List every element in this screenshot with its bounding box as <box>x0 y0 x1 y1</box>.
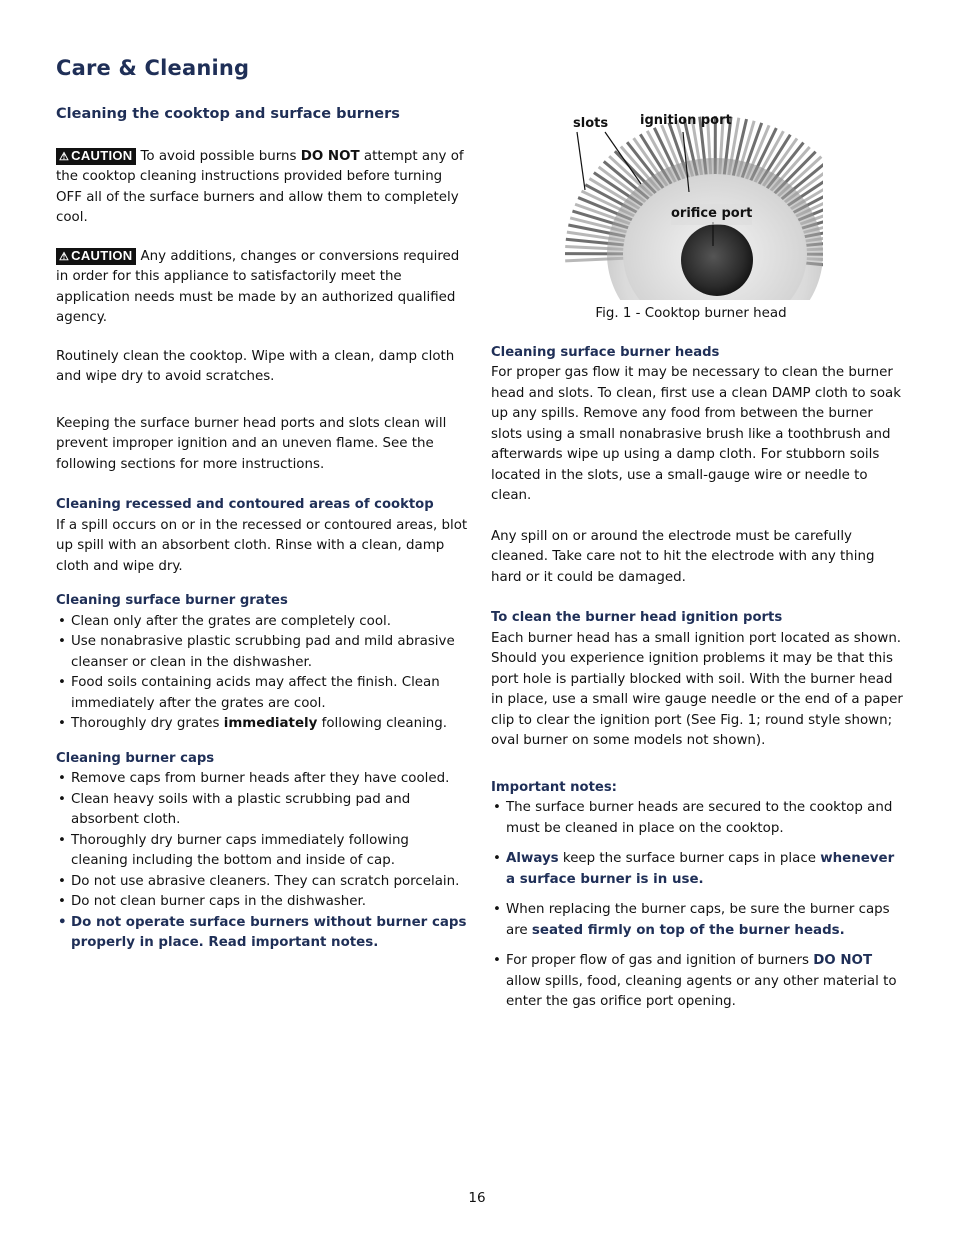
list-item: • Thoroughly dry grates immediately following cleaning. <box>56 714 468 735</box>
list-item: • For proper flow of gas and ignition of burners DO NOT allow spills, food, cleaning agents or any other material to enter the gas orifice port opening. <box>491 951 903 1013</box>
warning-triangle-icon: ⚠ <box>59 150 70 163</box>
list-item: • Clean heavy soils with a plastic scrubbing pad and absorbent cloth. <box>56 790 468 831</box>
right-column <box>491 104 903 1023</box>
caution-paragraph-2: ⚠ CAUTION Any additions, changes or conversions required in order for this appliance to satisfactorily meet the application needs must be made by an authorized qualified agency. <box>56 247 460 325</box>
routine-clean-paragraph: Routinely clean the cooktop. Wipe with a clean, damp cloth and wipe dry to avoid scratches. <box>56 348 455 384</box>
list-item: • Thoroughly dry burner caps immediately following cleaning including the bottom and inside of cap. <box>56 831 468 872</box>
ports-slots-paragraph: Keeping the surface burner head ports and slots clean will prevent improper ignition and an uneven flame. See the following sections for more instructions. <box>56 415 447 472</box>
list-item: • Do not operate surface burners without burner caps properly in place. Read important notes. <box>56 913 468 954</box>
list-item: • Food soils containing acids may affect the finish. Clean immediately after the grates are cool. <box>56 673 468 714</box>
burner-heads-heading: Cleaning surface burner heads <box>491 344 720 360</box>
list-item: • Do not use abrasive cleaners. They can scratch porcelain. <box>56 872 468 893</box>
list-item: • Clean only after the grates are completely cool. <box>56 612 468 633</box>
electrode-paragraph: Any spill on or around the electrode must be carefully cleaned. Take care not to hit the electrode with any thing hard or it could be damaged. <box>491 528 875 585</box>
caps-list <box>56 769 468 954</box>
list-item: • When replacing the burner caps, be sure the burner caps are seated firmly on top of the burner heads. <box>491 900 903 941</box>
ignition-ports-text: Each burner head has a small ignition port located as shown. Should you experience ignition problems it may be that this port hole is partially blocked with soil. With the burner head in place, use a small wire gauge needle or the end of a paper clip to clear the ignition port (See Fig. 1; round style shown; oval burner on some models not shown). <box>491 630 903 748</box>
caution-badge: ⚠ CAUTION <box>56 248 136 265</box>
burner-heads-text: For proper gas flow it may be necessary to clean the burner head and slots. To clean, first use a clean DAMP cloth to soak up any spills. Remove any food from between the burner slots using a small nonabrasive brush like a toothbrush and afterwards wipe up using a damp cloth. For stubborn soils located in the slots, use a small-gauge wire or needle to clean. <box>491 365 901 503</box>
figure-caption: Fig. 1 - Cooktop burner head <box>595 306 787 321</box>
ignition-port-label: ignition port <box>640 113 732 128</box>
ignition-ports-heading: To clean the burner head ignition ports <box>491 610 783 625</box>
page-title: Care & Cleaning <box>56 56 250 80</box>
orifice-port-label: orifice port <box>671 204 752 225</box>
burner-head-figure <box>565 104 823 300</box>
list-item: • Remove caps from burner heads after they have cooled. <box>56 769 468 790</box>
recessed-heading: Cleaning recessed and contoured areas of cooktop <box>56 497 434 512</box>
caution-badge: ⚠ CAUTION <box>56 148 136 165</box>
section-heading: Cleaning the cooktop and surface burners <box>56 106 400 122</box>
grates-list <box>56 612 468 735</box>
grates-heading: Cleaning surface burner grates <box>56 593 288 608</box>
list-item: • The surface burner heads are secured to the cooktop and must be cleaned in place on the cooktop. <box>491 798 903 839</box>
left-column <box>56 104 468 954</box>
caps-heading: Cleaning burner caps <box>56 750 215 766</box>
important-notes-list <box>491 798 903 1013</box>
recessed-text: If a spill occurs on or in the recessed or contoured areas, blot up spill with an absorbent cloth. Rinse with a clean, damp cloth and wipe dry. <box>56 517 468 574</box>
important-notes-heading: Important notes: <box>491 779 617 795</box>
warning-triangle-icon: ⚠ <box>59 250 70 263</box>
page-number: 16 <box>468 1190 486 1206</box>
caution-paragraph-1: ⚠ CAUTION To avoid possible burns DO NOT attempt any of the cooktop cleaning instructions provided before turning OFF all of the surface burners and allow them to completely cool. <box>56 147 464 225</box>
list-item: • Always keep the surface burner caps in place whenever a surface burner is in use. <box>491 849 903 890</box>
slots-label: slots <box>573 116 609 131</box>
list-item: • Use nonabrasive plastic scrubbing pad and mild abrasive cleanser or clean in the dishwasher. <box>56 632 468 673</box>
list-item: • Do not clean burner caps in the dishwasher. <box>56 892 468 913</box>
